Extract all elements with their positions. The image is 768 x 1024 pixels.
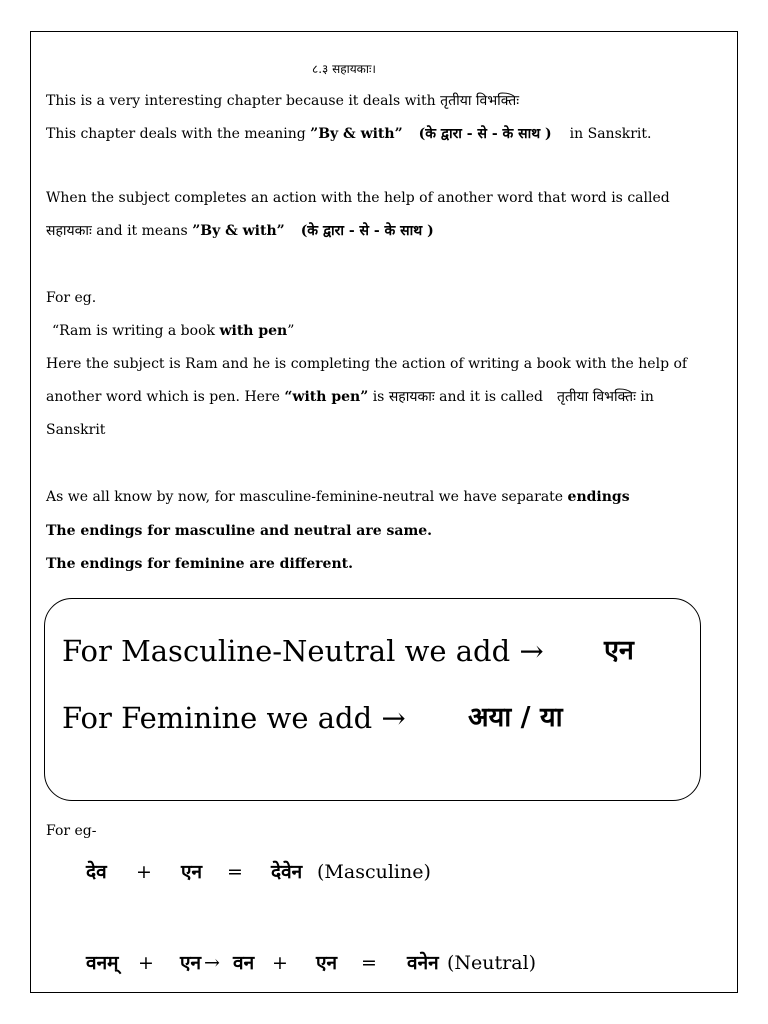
definition-line-1: When the subject completes an action with the help of another word that word is called (46, 190, 670, 206)
hindi-meaning-2: (के द्वारा - से - के साथ ) (300, 223, 434, 239)
example-sentence (52, 322, 294, 340)
with-pen-phrase: with pen (219, 323, 288, 339)
example-sentence-close: ” (287, 323, 295, 339)
ex2-stem: वन (233, 952, 255, 974)
ex2-arrow: → (204, 952, 220, 974)
example-sentence-text: “Ram is writing a book (52, 323, 220, 339)
ex1-gender: (Masculine) (317, 861, 431, 883)
endings-intro (46, 488, 630, 506)
feminine-rule: For Feminine we add → (62, 701, 406, 735)
intro-line-2 (46, 125, 651, 143)
endings-intro-text: As we all know by now, for masculine-feminine-neutral we have separate (46, 489, 568, 505)
ex2-result: वनेन (407, 952, 439, 974)
explanation-line-2 (46, 388, 654, 406)
explanation-line-2-end: तृतीया विभक्तिः in (556, 389, 654, 405)
definition-line-2 (46, 222, 434, 240)
explanation-line-2-text: another word which is pen. Here (46, 389, 285, 405)
ex2-plus-1: + (138, 952, 154, 974)
ex1-result: देवेन (271, 861, 303, 883)
explanation-line-2-mid: is सहायकाः and it is called (368, 389, 543, 405)
endings-same-note: The endings for masculine and neutral are same. (46, 523, 433, 539)
feminine-suffix: अया / या (468, 702, 563, 733)
chapter-heading: ८.३ सहायकाः। (312, 62, 376, 76)
by-with-phrase-2: ”By & with” (192, 223, 285, 239)
examples-label: For eg- (46, 823, 97, 839)
endings-different-note: The endings for feminine are different. (46, 556, 353, 572)
ex1-plus: + (136, 861, 152, 883)
ex2-suffix-1: एन (180, 952, 202, 974)
ex2-gender: (Neutral) (447, 952, 537, 974)
endings-word: endings (567, 489, 630, 505)
ex2-equals: = (361, 952, 377, 974)
for-eg-label: For eg. (46, 290, 97, 306)
explanation-line-3: Sanskrit (46, 422, 106, 438)
by-with-phrase: ”By & with” (310, 126, 403, 142)
ex2-base: वनम् (86, 952, 119, 974)
ex2-plus-2: + (272, 952, 288, 974)
definition-line-2-text: सहायकाः and it means (46, 223, 193, 239)
with-pen-quoted: “with pen” (284, 389, 369, 405)
ex1-base: देव (86, 861, 107, 883)
ex1-suffix: एन (181, 861, 203, 883)
intro-line-2-end: in Sanskrit. (569, 126, 652, 142)
ex2-suffix-2: एन (316, 952, 338, 974)
masculine-neutral-suffix: एन (604, 635, 634, 666)
intro-line-2-text: This chapter deals with the meaning (46, 126, 311, 142)
explanation-line-1: Here the subject is Ram and he is completing the action of writing a book with the help of (46, 356, 688, 372)
intro-line-1: This is a very interesting chapter because it deals with तृतीया विभक्तिः (46, 93, 520, 109)
page-frame (30, 31, 738, 993)
masculine-neutral-rule: For Masculine-Neutral we add → (62, 634, 544, 668)
hindi-meaning: (के द्वारा - से - के साथ ) (418, 126, 552, 142)
endings-rule-box (44, 598, 701, 801)
ex1-equals: = (227, 861, 243, 883)
